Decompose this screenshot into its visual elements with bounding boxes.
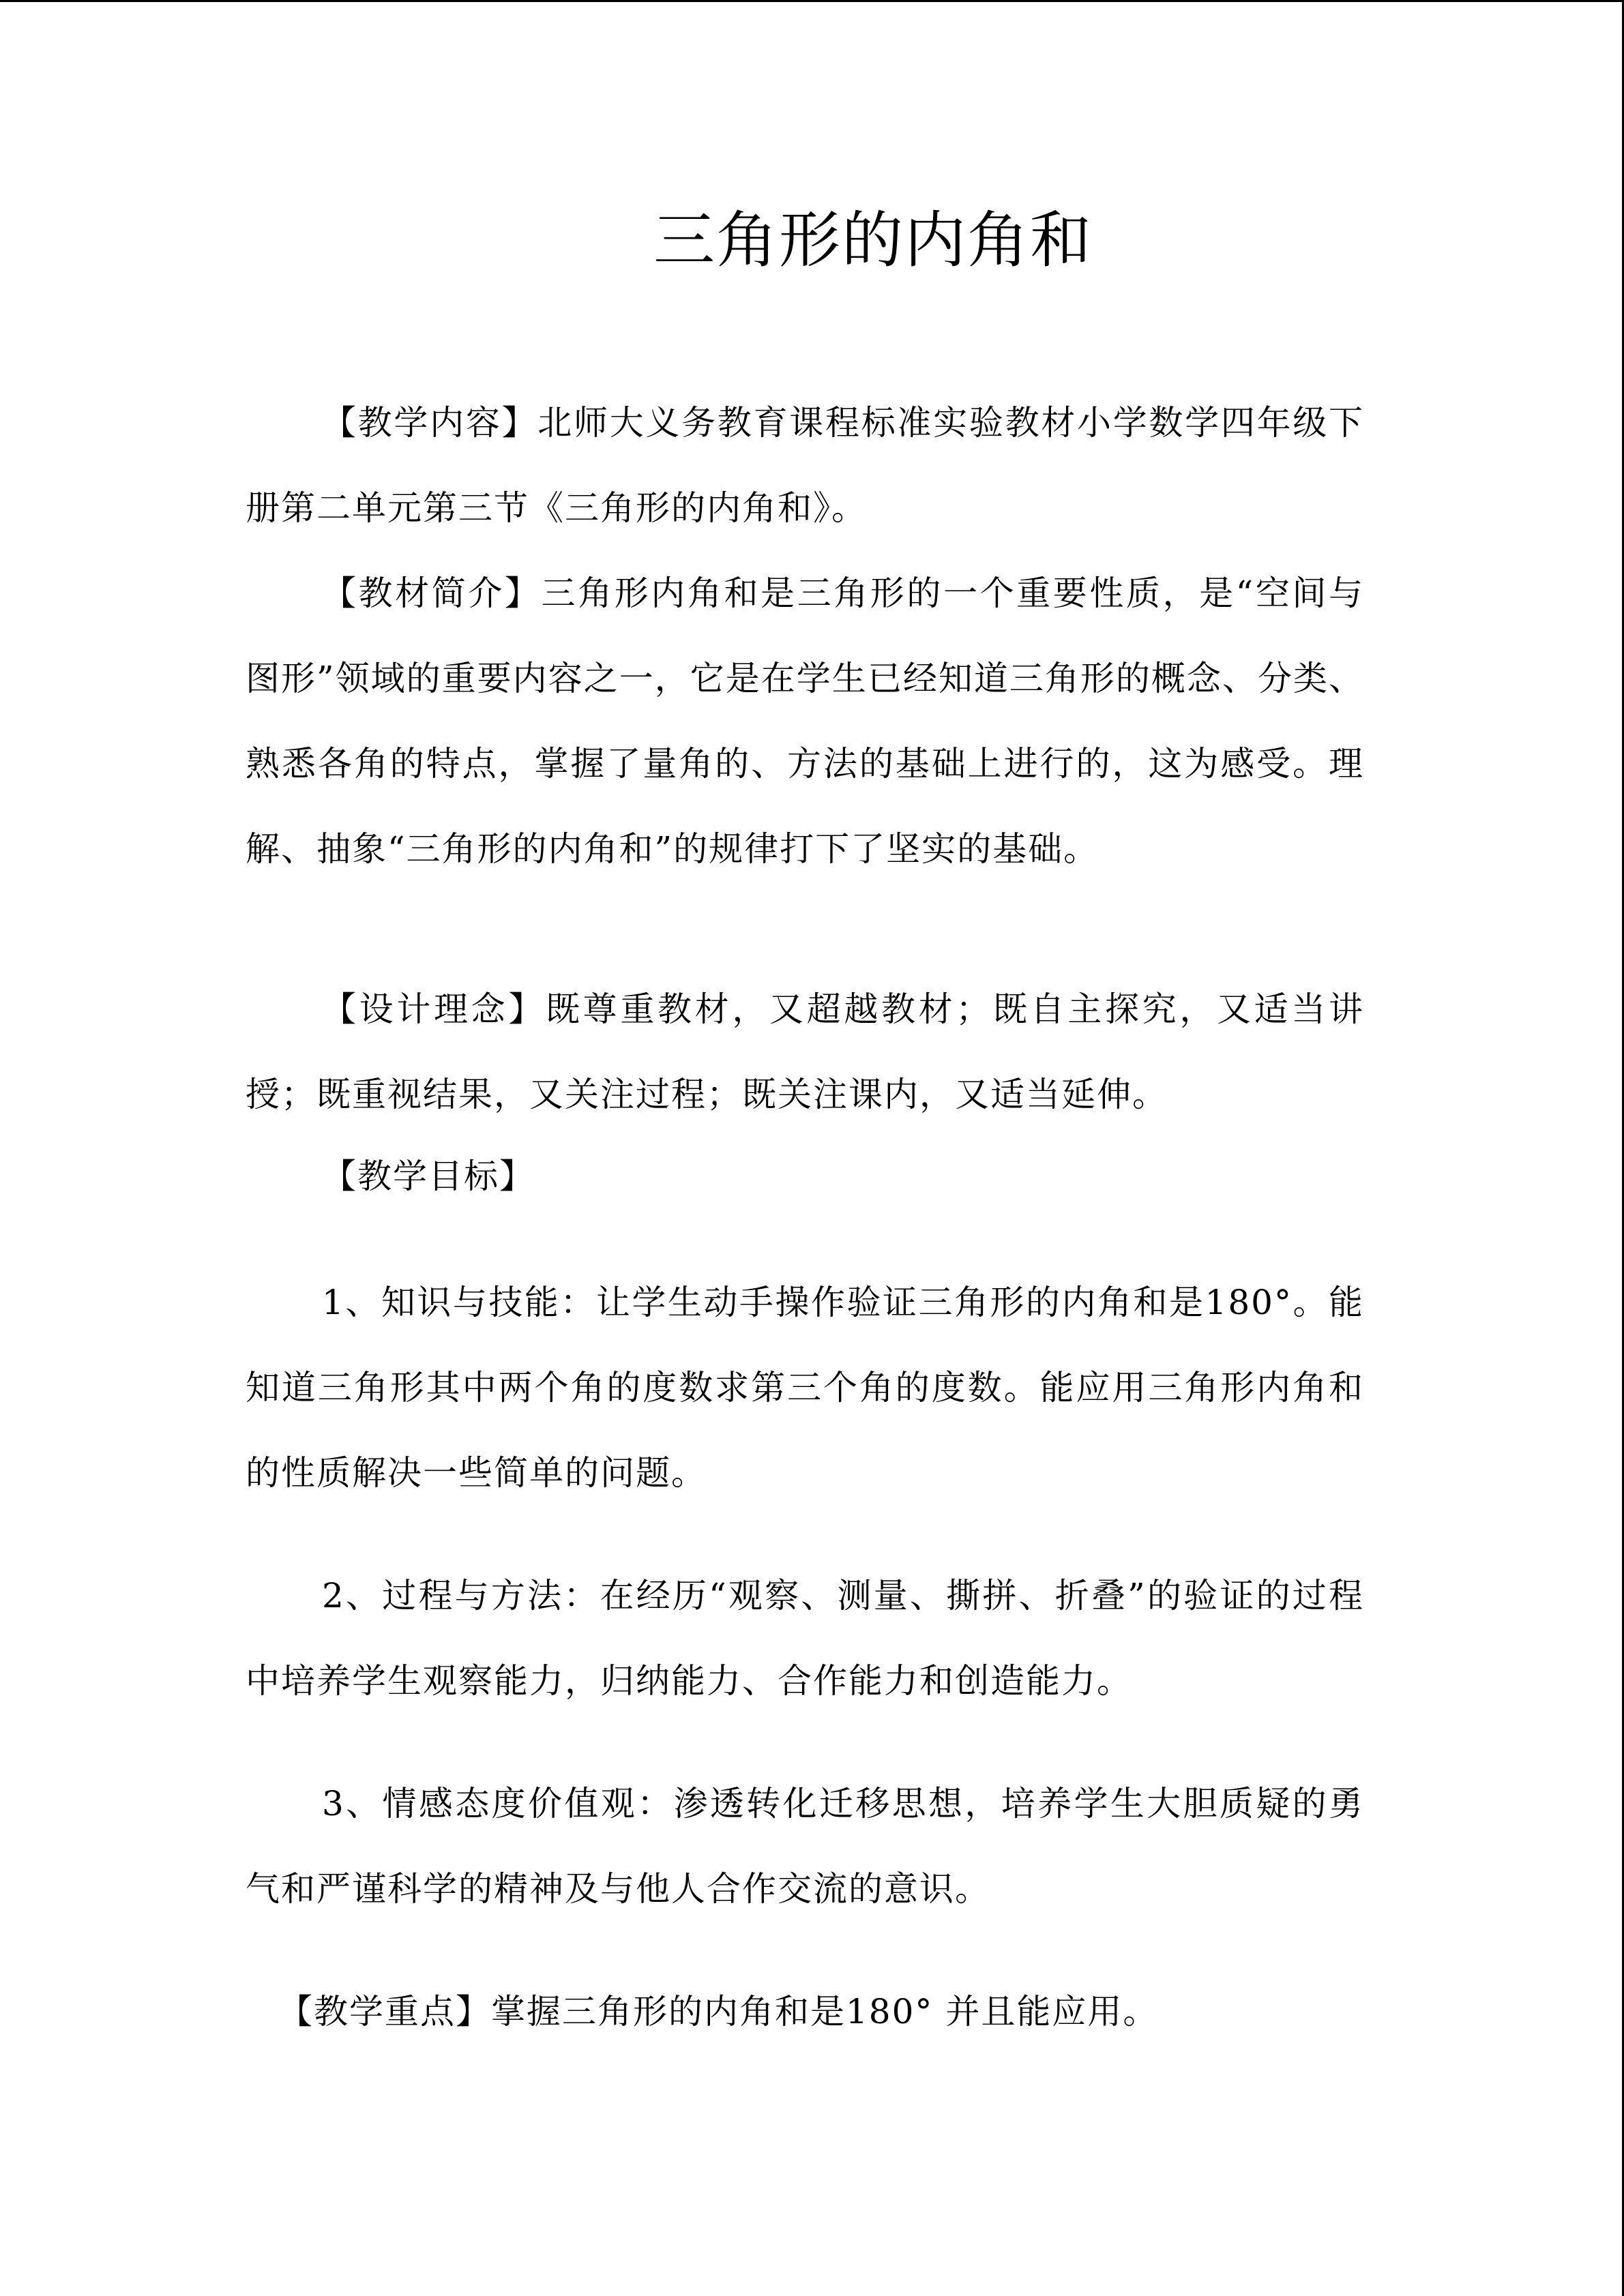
goal-knowledge-skills: 1、知识与技能：让学生动手操作验证三角形的内角和是180°。能知道三角形其中两个角的度数求第三个角的度数。能应用三角形内角和的性质解决一些简单的问题。 (246, 1283, 1364, 1493)
goal-emotion-values: 3、情感态度价值观：渗透转化迁移思想，培养学生大胆质疑的勇气和严谨科学的精神及与他人合作交流的意识。 (246, 1784, 1364, 1909)
goal-process-methods: 2、过程与方法：在经历“观察、测量、撕拼、折叠”的验证的过程中培养学生观察能力，归纳能力、合作能力和创造能力。 (246, 1576, 1364, 1701)
document-title: 三角形的内角和 (653, 205, 1093, 276)
teaching-content-paragraph: 【教学内容】北师大义务教育课程标准实验教材小学数学四年级下册第二单元第三节《三角形的内角和》。 (246, 403, 1364, 528)
teaching-goals-heading: 【教学目标】 (322, 1157, 535, 1196)
material-intro-paragraph: 【教材简介】三角形内角和是三角形的一个重要性质，是“空间与图形”领域的重要内容之一，它是在学生已经知道三角形的概念、分类、熟悉各角的特点，掌握了量角的、方法的基础上进行的，这为感受。理解、抽象“三角形的内角和”的规律打下了坚实的基础。 (246, 573, 1364, 869)
teaching-key-point: 【教学重点】掌握三角形的内角和是180° 并且能应用。 (278, 1992, 1159, 2031)
design-philosophy-paragraph: 【设计理念】既尊重教材，又超越教材；既自主探究，又适当讲授；既重视结果，又关注过程；既关注课内，又适当延伸。 (246, 989, 1364, 1114)
